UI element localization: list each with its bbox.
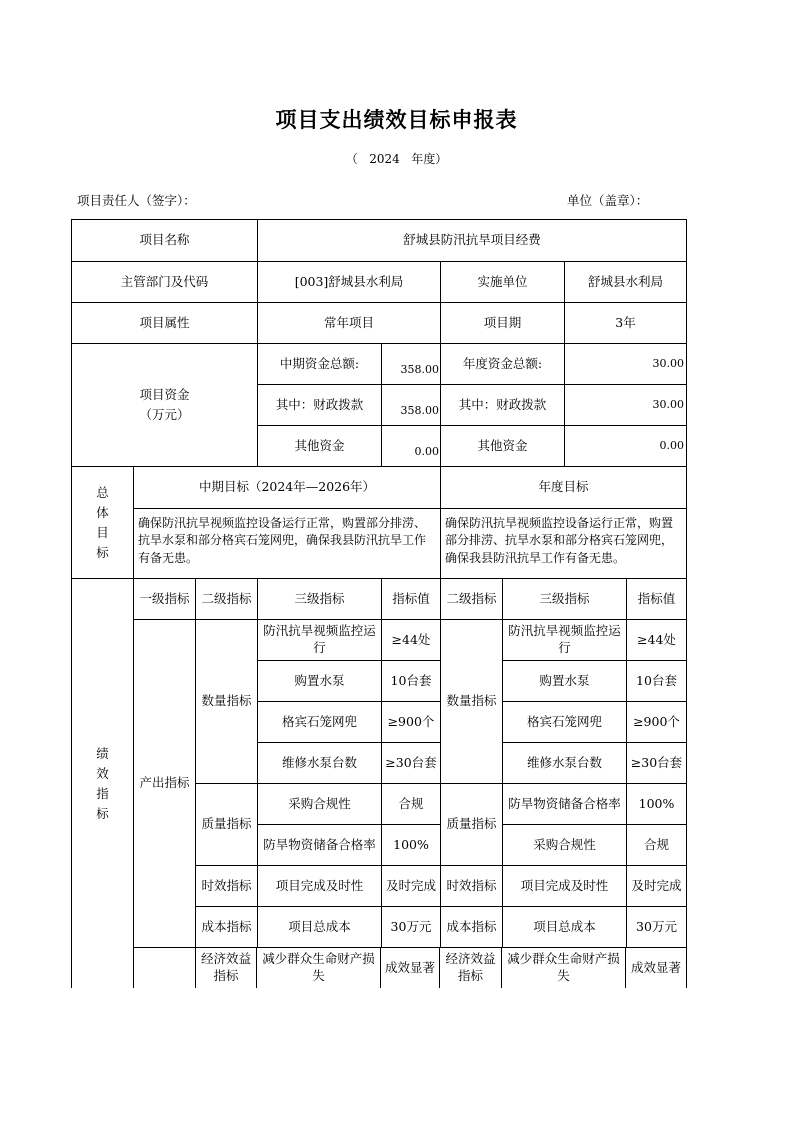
annual-total-label: 年度资金总额:	[440, 343, 564, 384]
funds-label	[71, 343, 257, 466]
annual-quantity-value-1: ≥44处	[626, 619, 687, 660]
year-open: （	[345, 152, 358, 166]
mid-quantity-name-3: 格宾石笼网兜	[257, 701, 381, 742]
annual-cost-name: 项目总成本	[502, 906, 626, 947]
goals-char: 目	[96, 524, 109, 540]
mid-total-value: 358.00	[381, 343, 440, 384]
annual-quantity-name-2: 购置水泵	[502, 660, 626, 701]
indicators-char: 绩	[96, 745, 109, 761]
mid-quantity-name-1: 防汛抗旱视频监控运行	[257, 619, 381, 660]
mid-econ-name: 减少群众生命财产损失	[257, 947, 381, 988]
time-label: 时效指标	[195, 865, 257, 906]
project-name-label: 项目名称	[71, 219, 257, 261]
annual-fiscal-value: 30.00	[564, 384, 687, 425]
effect-level1-blank	[133, 947, 195, 988]
mid-other-label: 其他资金	[257, 425, 381, 466]
annual-total-value: 30.00	[564, 343, 687, 384]
goals-char: 标	[96, 544, 109, 560]
responsible-label: 项目责任人（签字）：	[77, 193, 196, 208]
mid-cost-value: 30万元	[381, 906, 440, 947]
annual-quality-name-2: 采购合规性	[502, 824, 626, 865]
mid-goal-header: 中期目标（2024年—2026年）	[133, 466, 440, 508]
econ-label: 经济效益指标	[195, 947, 257, 988]
mid-quality-value-2: 100%	[381, 824, 440, 865]
cost-label-annual: 成本指标	[440, 906, 502, 947]
mid-quantity-value-3: ≥900个	[381, 701, 440, 742]
annual-quantity-value-3: ≥900个	[626, 701, 687, 742]
annual-econ-value: 成效显著	[626, 947, 687, 988]
mid-quantity-value-4: ≥30台套	[381, 742, 440, 783]
indicators-char: 指	[96, 785, 109, 801]
cost-label: 成本指标	[195, 906, 257, 947]
annual-quantity-name-4: 维修水泵台数	[502, 742, 626, 783]
annual-econ-name: 减少群众生命财产损失	[502, 947, 626, 988]
annual-quantity-name-1: 防汛抗旱视频监控运行	[502, 619, 626, 660]
mid-goal-text: 确保防汛抗旱视频监控设备运行正常，购置部分排涝、抗旱水泵和部分格宾石笼网兜，确保我县防汛抗旱工作有备无患。	[133, 508, 440, 578]
indicators-char: 标	[96, 805, 109, 821]
econ-label-annual: 经济效益指标	[440, 947, 502, 988]
attr-label: 项目属性	[71, 302, 257, 343]
period-value: 3年	[564, 302, 687, 343]
mid-other-value: 0.00	[381, 425, 440, 466]
quantity-label: 数量指标	[195, 619, 257, 783]
funds-label-line1: 项目资金	[139, 387, 190, 402]
annual-cost-value: 30万元	[626, 906, 687, 947]
mid-cost-name: 项目总成本	[257, 906, 381, 947]
year-value: 2024	[369, 152, 400, 166]
mid-fiscal-value: 358.00	[381, 384, 440, 425]
annual-quantity-value-4: ≥30台套	[626, 742, 687, 783]
mid-quality-name-2: 防旱物资储备合格率	[257, 824, 381, 865]
impl-label: 实施单位	[440, 261, 564, 302]
funds-label-line2: （万元）	[139, 407, 190, 422]
impl-value: 舒城县水利局	[564, 261, 687, 302]
time-label-annual: 时效指标	[440, 865, 502, 906]
annual-fiscal-label: 其中：财政拨款	[440, 384, 564, 425]
output-indicator-label: 产出指标	[133, 619, 195, 947]
page-title: 项目支出绩效目标申报表	[275, 107, 518, 132]
annual-quality-value-1: 100%	[626, 783, 687, 824]
header-level3: 三级指标	[257, 578, 381, 619]
mid-total-label: 中期资金总额:	[257, 343, 381, 384]
annual-goal-text: 确保防汛抗旱视频监控设备运行正常，购置部分排涝、抗旱水泵和部分格宾石笼网兜，确保我县防汛抗旱工作有备无患。	[440, 508, 687, 578]
annual-quality-value-2: 合规	[626, 824, 687, 865]
header-value-annual: 指标值	[626, 578, 687, 619]
header-level1: 一级指标	[133, 578, 195, 619]
mid-quantity-value-2: 10台套	[381, 660, 440, 701]
mid-time-value: 及时完成	[381, 865, 440, 906]
mid-quantity-name-2: 购置水泵	[257, 660, 381, 701]
overall-goals-label	[71, 466, 133, 578]
mid-quantity-name-4: 维修水泵台数	[257, 742, 381, 783]
mid-time-name: 项目完成及时性	[257, 865, 381, 906]
annual-time-value: 及时完成	[626, 865, 687, 906]
header-value: 指标值	[381, 578, 440, 619]
mid-quantity-value-1: ≥44处	[381, 619, 440, 660]
quality-label-annual: 质量指标	[440, 783, 502, 865]
year-line	[0, 150, 793, 167]
header-level2: 二级指标	[195, 578, 257, 619]
annual-quantity-value-2: 10台套	[626, 660, 687, 701]
indicators-char: 效	[96, 765, 109, 781]
annual-other-value: 0.00	[564, 425, 687, 466]
goals-char: 体	[96, 504, 109, 520]
quantity-label-annual: 数量指标	[440, 619, 502, 783]
annual-other-label: 其他资金	[440, 425, 564, 466]
annual-goal-header: 年度目标	[440, 466, 687, 508]
header-level3-annual: 三级指标	[502, 578, 626, 619]
unit-label: 单位（盖章）：	[567, 193, 649, 208]
annual-time-name: 项目完成及时性	[502, 865, 626, 906]
mid-quality-value-1: 合规	[381, 783, 440, 824]
annual-quantity-name-3: 格宾石笼网兜	[502, 701, 626, 742]
dept-value: [003]舒城县水利局	[257, 261, 440, 302]
project-name-value: 舒城县防汛抗旱项目经费	[257, 219, 687, 261]
header-level2-annual: 二级指标	[440, 578, 502, 619]
mid-quality-name-1: 采购合规性	[257, 783, 381, 824]
mid-fiscal-label: 其中：财政拨款	[257, 384, 381, 425]
goals-char: 总	[96, 484, 109, 500]
period-label: 项目期	[440, 302, 564, 343]
attr-value: 常年项目	[257, 302, 440, 343]
quality-label: 质量指标	[195, 783, 257, 865]
dept-label: 主管部门及代码	[71, 261, 257, 302]
mid-econ-value: 成效显著	[381, 947, 440, 988]
indicators-label	[71, 578, 133, 988]
year-suffix: 年度）	[411, 152, 448, 166]
annual-quality-name-1: 防旱物资储备合格率	[502, 783, 626, 824]
